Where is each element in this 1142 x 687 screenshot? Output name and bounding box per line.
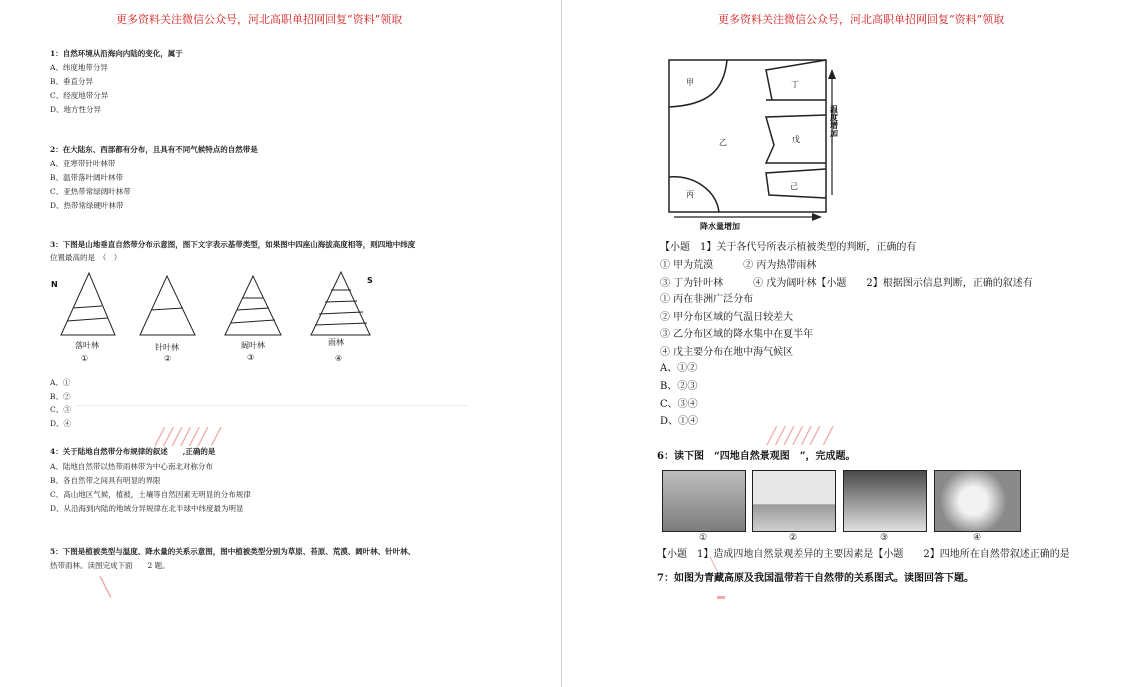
left-page xyxy=(0,0,561,687)
landscape-photo-4 xyxy=(934,470,1021,532)
q4-option-d[interactable]: D、从沿海到内陆的地域分异规律在北半球中纬度最为明显 xyxy=(50,504,244,513)
region-ji: 己 xyxy=(790,182,798,191)
q3-option-d[interactable]: D、④ xyxy=(50,419,72,428)
q3-option-b[interactable]: B、② xyxy=(50,392,71,401)
q6-sub[interactable]: 【小题 1】造成四地自然景观差异的主要因素是【小题 2】四地所在自然带叙述正确的是 xyxy=(657,549,1070,560)
sub1-line2[interactable]: ③ 丁为针叶林 ④ 戊为阔叶林【小题 2】根据图示信息判断，正确的叙述有 xyxy=(660,278,1033,289)
faint-rule xyxy=(76,405,468,406)
banner-right[interactable]: 更多资料关注微信公众号，河北高职单招网回复“资料”领取 xyxy=(718,13,1005,26)
q1-option-b[interactable]: B、垂直分异 xyxy=(50,77,94,86)
q2-option-d[interactable]: D、热带常绿硬叶林带 xyxy=(50,201,124,210)
watermark-dash-right xyxy=(717,596,725,599)
mountain-4-label: 雨林 xyxy=(328,338,344,347)
photo-label-2: ② xyxy=(788,533,798,543)
q6-stem: 6：读下图 “四地自然景观图 ”，完成题。 xyxy=(657,451,856,462)
mountain-3-number: ③ xyxy=(247,353,255,362)
q5-stem-line1: 5：下图是植被类型与温度、降水量的关系示意图，图中植被类型分别为草原、苔原、荒漠、阔叶林、针叶林、 xyxy=(50,547,416,556)
q4-option-a[interactable]: A、陆地自然带以热带雨林带为中心南北对称分布 xyxy=(50,462,213,471)
q1-option-c[interactable]: C、经度地带分异 xyxy=(50,91,109,100)
sub2-option-a[interactable]: A、①② xyxy=(660,363,698,374)
sub2-statement-2[interactable]: ② 甲分布区域的气温日较差大 xyxy=(660,312,794,323)
q3-stem-line1: 3：下图是山地垂直自然带分布示意图，图下文字表示基带类型，如果图中四座山海拔高度相等，则四地中纬度 xyxy=(50,240,416,249)
q2-option-a[interactable]: A、亚寒带针叶林带 xyxy=(50,159,116,168)
q2-stem: 2：在大陆东、西部都有分布，且具有不同气候特点的自然带是 xyxy=(50,145,258,154)
region-jia: 甲 xyxy=(686,78,694,87)
watermark-stripes-left: ╱╱╱╱╱╱ ╱ xyxy=(155,427,220,446)
q1-option-a[interactable]: A、纬度地带分异 xyxy=(50,63,108,72)
y-axis-label: 温度增加 xyxy=(829,105,839,137)
photo-label-3: ③ xyxy=(879,533,889,543)
sub2-option-c[interactable]: C、③④ xyxy=(660,399,698,410)
q1-option-d[interactable]: D、地方性分异 xyxy=(50,105,102,114)
sub2-statement-3[interactable]: ③ 乙分布区域的降水集中在夏半年 xyxy=(660,329,814,340)
landscape-photo-1 xyxy=(662,470,746,532)
photo-label-1: ① xyxy=(698,533,708,543)
mountain-4-number: ④ xyxy=(335,354,343,363)
sub1-stem: 【小题 1】关于各代号所表示植被类型的判断，正确的有 xyxy=(660,242,917,253)
mountain-4 xyxy=(311,272,370,335)
q4-stem: 4：关于陆地自然带分布规律的叙述 ,正确的是 xyxy=(50,447,216,456)
q5-stem-line2: 热带雨林。读图完成下面 2 题。 xyxy=(50,561,170,570)
sub1-line1[interactable]: ① 甲为荒漠 ② 丙为热带雨林 xyxy=(660,260,817,271)
region-bing: 丙 xyxy=(686,190,694,199)
q3-option-c[interactable]: C、③ xyxy=(50,405,71,414)
south-label: S xyxy=(367,276,373,285)
mountain-2-number: ② xyxy=(164,354,172,363)
landscape-photo-3 xyxy=(843,470,927,532)
region-yi: 乙 xyxy=(719,138,727,147)
vegetation-diagram xyxy=(664,55,864,230)
q2-option-b[interactable]: B、温带落叶阔叶林带 xyxy=(50,173,124,182)
mountain-1-number: ① xyxy=(81,354,89,363)
right-page xyxy=(562,0,1142,687)
watermark-stroke-left: ╲ xyxy=(100,577,110,598)
mountain-3-label: 阔叶林 xyxy=(241,341,265,350)
north-label: N xyxy=(51,280,58,289)
landscape-photo-2 xyxy=(752,470,836,532)
sub2-option-d[interactable]: D、①④ xyxy=(660,416,699,427)
watermark-stripes-right: ╱╱╱╱╱╱ ╱ xyxy=(767,426,832,445)
sub2-option-b[interactable]: B、②③ xyxy=(660,381,698,392)
q1-stem: 1：自然环境从沿海向内陆的变化，属于 xyxy=(50,49,183,58)
mountain-2-label: 针叶林 xyxy=(155,343,179,352)
sub2-statement-4[interactable]: ④ 戊主要分布在地中海气候区 xyxy=(660,347,794,358)
banner-left[interactable]: 更多资料关注微信公众号，河北高职单招网回复“资料”领取 xyxy=(116,13,403,26)
q4-option-b[interactable]: B、各自然带之间具有明显的界限 xyxy=(50,476,161,485)
mountain-1 xyxy=(61,273,115,335)
q4-option-c[interactable]: C、高山地区气候，植被，土壤等自然因素无明显的分布规律 xyxy=(50,490,251,499)
region-ding: 丁 xyxy=(791,80,799,89)
q3-option-a[interactable]: A、① xyxy=(50,378,71,387)
q7-stem: 7：如图为青藏高原及我国温带若干自然带的关系图式。读图回答下题。 xyxy=(657,573,974,584)
x-axis-label: 降水量增加 xyxy=(700,222,740,230)
photo-label-4: ④ xyxy=(972,533,982,543)
mountain-diagram xyxy=(45,268,445,378)
region-wu: 戊 xyxy=(792,135,800,144)
mountain-1-label: 落叶林 xyxy=(75,341,99,350)
mountain-2 xyxy=(140,276,195,335)
q3-stem-line2: 位置最高的是 （ ） xyxy=(50,253,122,262)
mountain-3 xyxy=(225,276,281,335)
sub2-statement-1[interactable]: ① 丙在非洲广泛分布 xyxy=(660,294,754,305)
watermark-tick-right: ╲ xyxy=(710,557,717,571)
q2-option-c[interactable]: C、亚热带常绿阔叶林带 xyxy=(50,187,131,196)
